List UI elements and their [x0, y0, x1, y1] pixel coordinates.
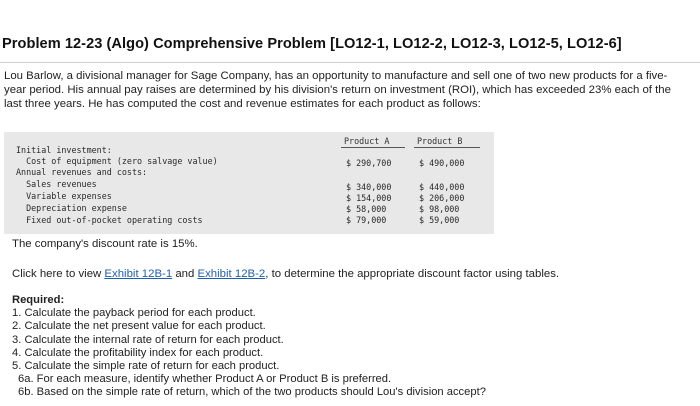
- table-cell-a: $ 154,000: [346, 193, 392, 203]
- table-row-label: Sales revenues: [16, 179, 97, 189]
- exhibit-middle: and: [172, 268, 198, 280]
- required-title: Required:: [12, 294, 65, 306]
- table-cell-a: $ 340,000: [346, 182, 392, 192]
- exhibit-prefix: Click here to view: [12, 268, 105, 280]
- intro-line: Lou Barlow, a divisional manager for Sage Company, has an opportunity to manufacture and sell one of two new products for a five-: [4, 70, 668, 82]
- required-item: 2. Calculate the net present value for each product.: [12, 320, 266, 333]
- col-header-product-b: Product B: [417, 136, 463, 146]
- table-row-label: Cost of equipment (zero salvage value): [16, 156, 218, 166]
- problem-title: Problem 12-23 (Algo) Comprehensive Problem [LO12-1, LO12-2, LO12-3, LO12-5, LO12-6]: [2, 36, 622, 52]
- table-row-label: Annual revenues and costs:: [16, 167, 148, 177]
- required-item: 4. Calculate the profitability index for each product.: [12, 346, 264, 359]
- table-cell-b: $ 98,000: [419, 204, 460, 214]
- required-item: 3. Calculate the internal rate of return for each product.: [12, 333, 284, 346]
- table-row-label: Depreciation expense: [16, 203, 127, 213]
- col-a-rule: [341, 147, 405, 148]
- table-cell-b: $ 490,000: [419, 158, 465, 168]
- table-cell-a: $ 79,000: [346, 215, 387, 225]
- table-row-label: Variable expenses: [16, 191, 112, 201]
- cost-revenue-table: [4, 132, 494, 234]
- col-b-rule: [414, 147, 480, 148]
- required-item: 5. Calculate the simple rate of return for each product.: [12, 360, 280, 373]
- exhibit-12b-1-link[interactable]: Exhibit 12B-1: [104, 268, 173, 280]
- exhibit-12b-2-link[interactable]: Exhibit 12B-2: [197, 268, 266, 280]
- col-header-product-a: Product A: [344, 136, 390, 146]
- exhibit-instruction: [12, 268, 559, 280]
- table-cell-b: $ 206,000: [419, 193, 465, 203]
- required-item: 1. Calculate the payback period for each product.: [12, 307, 256, 320]
- required-item: 6b. Based on the simple rate of return, which of the two products should Lou's division accept?: [18, 386, 486, 399]
- problem-intro: [4, 70, 696, 111]
- intro-line: last three years. He has computed the cost and revenue estimates for each product as follows:: [4, 97, 481, 110]
- table-cell-a: $ 58,000: [346, 204, 387, 214]
- title-divider: [0, 62, 700, 63]
- table-cell-a: $ 290,700: [346, 158, 392, 168]
- table-row-label: Fixed out-of-pocket operating costs: [16, 215, 203, 225]
- intro-line: year period. His annual pay raises are determined by his division's return on investment (ROI), which has exceeded 23% each of the: [4, 83, 671, 96]
- exhibit-suffix: , to determine the appropriate discount factor using tables.: [265, 268, 560, 280]
- required-item: 6a. For each measure, identify whether Product A or Product B is preferred.: [18, 373, 392, 386]
- table-row-label: Initial investment:: [16, 145, 112, 155]
- discount-rate-text: The company's discount rate is 15%.: [12, 238, 198, 250]
- required-section: [12, 294, 486, 400]
- table-cell-b: $ 440,000: [419, 182, 465, 192]
- table-cell-b: $ 59,000: [419, 215, 460, 225]
